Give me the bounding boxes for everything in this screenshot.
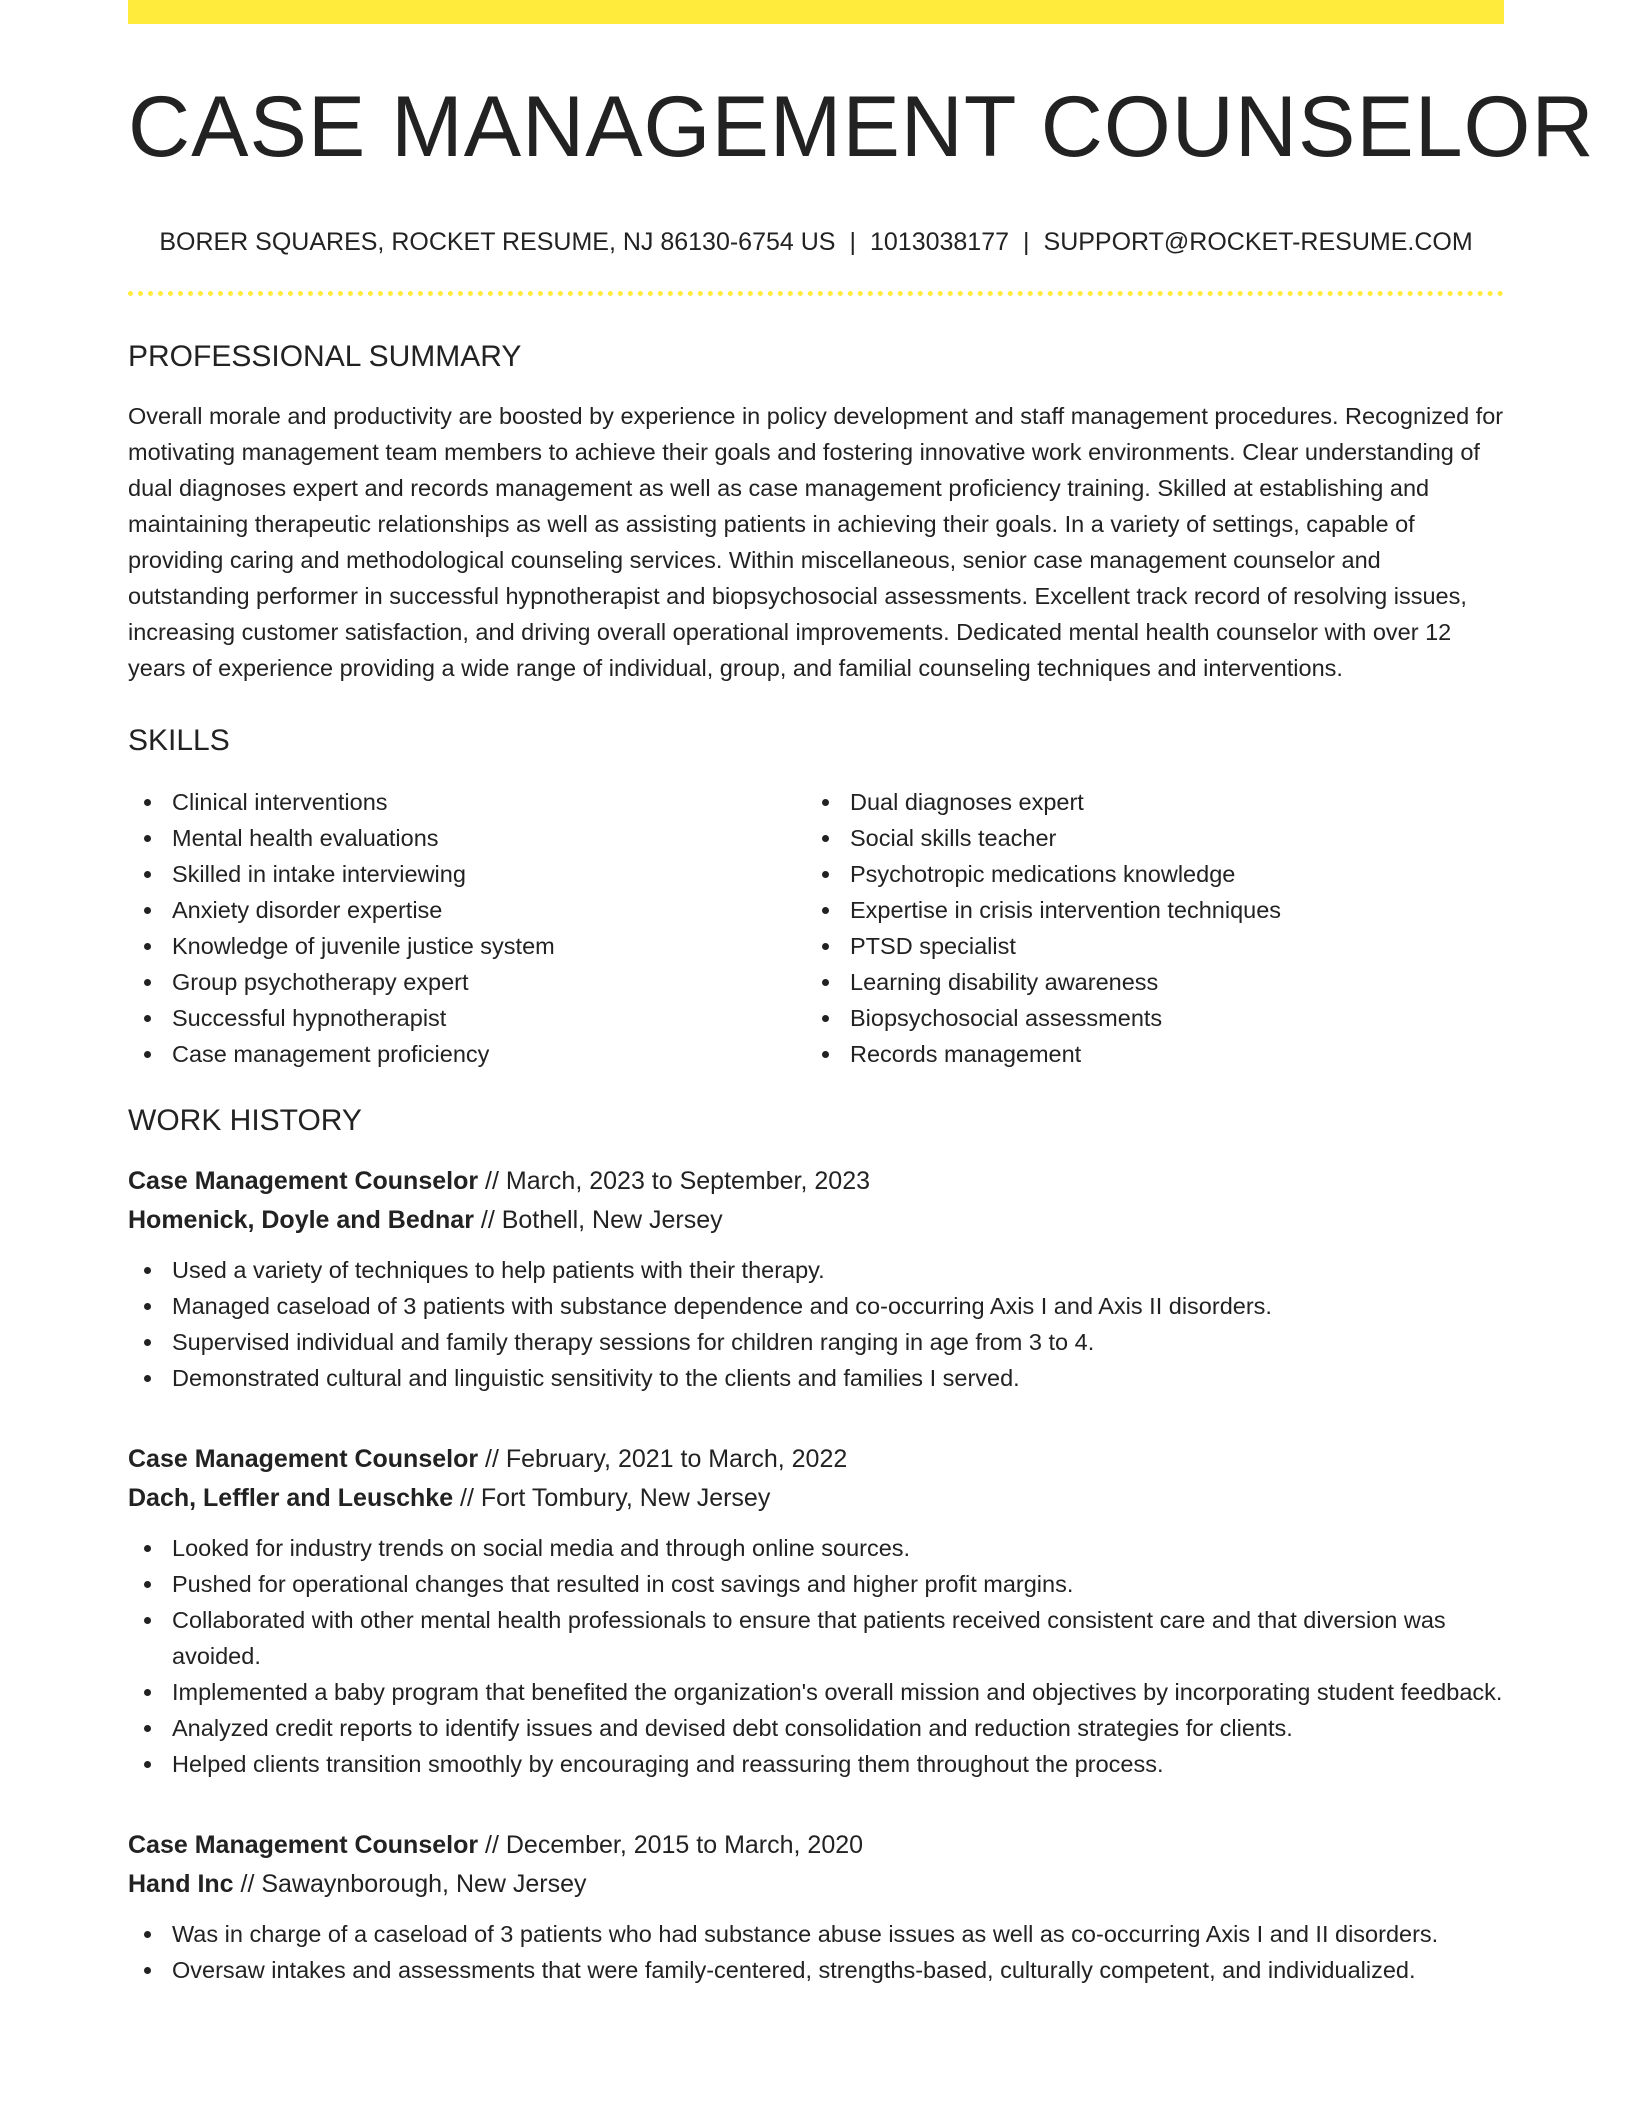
job-dates: // February, 2021 to March, 2022 — [478, 1445, 848, 1473]
job-bullet: Was in charge of a caseload of 3 patients who had substance abuse issues as well as co-occurring Axis I and II disorders. — [128, 1916, 1504, 1952]
contact-line — [128, 230, 1504, 255]
job-dates: // March, 2023 to September, 2023 — [478, 1167, 871, 1195]
contact-address: BORER SQUARES, ROCKET RESUME, NJ 86130-6754 US — [159, 228, 836, 256]
skill-item: Dual diagnoses expert — [806, 784, 1484, 820]
job-entry — [128, 1826, 1504, 1988]
job-bullet: Managed caseload of 3 patients with substance dependence and co-occurring Axis I and Axis II disorders. — [128, 1288, 1504, 1324]
job-dates: // December, 2015 to March, 2020 — [478, 1831, 864, 1859]
summary-paragraph: Overall morale and productivity are boosted by experience in policy development and staff management procedures. Recognized for motivating management team members to achieve their goals and fostering innovative work environments. Clear understanding of dual diagnoses expert and records management as well as case management proficiency training. Skilled at establishing and maintaining therapeutic relationships as well as assisting patients in achieving their goals. In a variety of settings, capable of providing caring and methodological counseling services. Within miscellaneous, senior case management counselor and outstanding performer in successful hypnotherapist and biopsychosocial assessments. Excellent track record of resolving issues, increasing customer satisfaction, and driving overall operational improvements. Dedicated mental health counselor with over 12 years of experience providing a wide range of individual, group, and familial counseling techniques and interventions. — [128, 403, 1504, 681]
job-company-line — [128, 1201, 1504, 1240]
job-bullet: Demonstrated cultural and linguistic sensitivity to the clients and families I served. — [128, 1360, 1504, 1396]
contact-separator: | — [1023, 228, 1030, 256]
skill-item: Learning disability awareness — [806, 964, 1484, 1000]
skill-item: Biopsychosocial assessments — [806, 1000, 1484, 1036]
job-location: // Bothell, New Jersey — [473, 1206, 723, 1234]
skills-heading: SKILLS — [128, 724, 230, 757]
job-company-line — [128, 1865, 1504, 1904]
skill-item: Skilled in intake interviewing — [128, 856, 806, 892]
summary-heading: PROFESSIONAL SUMMARY — [128, 340, 522, 373]
skill-item: Successful hypnotherapist — [128, 1000, 806, 1036]
job-company-line — [128, 1479, 1504, 1518]
job-bullet: Helped clients transition smoothly by encouraging and reassuring them throughout the process. — [128, 1746, 1504, 1782]
job-bullet: Looked for industry trends on social media and through online sources. — [128, 1530, 1504, 1566]
skill-item: Mental health evaluations — [128, 820, 806, 856]
resume-page — [128, 0, 1595, 1988]
contact-separator: | — [849, 228, 856, 256]
skill-item: Social skills teacher — [806, 820, 1484, 856]
job-role-line — [128, 1162, 1504, 1201]
job-bullet: Pushed for operational changes that resulted in cost savings and higher profit margins. — [128, 1566, 1504, 1602]
job-location: // Sawaynborough, New Jersey — [233, 1870, 587, 1898]
job-bullets — [128, 1252, 1504, 1396]
work-history-heading: WORK HISTORY — [128, 1104, 362, 1137]
skills-column-left — [128, 784, 806, 1072]
job-bullet: Used a variety of techniques to help patients with their therapy. — [128, 1252, 1504, 1288]
top-accent-bar — [128, 0, 1504, 24]
job-bullets — [128, 1916, 1504, 1988]
candidate-title: CASE MANAGEMENT COUNSELOR — [128, 79, 1595, 175]
job-bullet: Oversaw intakes and assessments that were family-centered, strengths-based, culturally competent, and individualized. — [128, 1952, 1504, 1988]
job-bullets — [128, 1530, 1504, 1782]
job-company: Dach, Leffler and Leuschke — [128, 1484, 454, 1512]
job-location: // Fort Tombury, New Jersey — [453, 1484, 771, 1512]
skill-item: Expertise in crisis intervention techniques — [806, 892, 1484, 928]
skill-item: Anxiety disorder expertise — [128, 892, 806, 928]
dotted-divider — [128, 291, 1504, 296]
job-role: Case Management Counselor — [128, 1445, 479, 1473]
skills-column-right — [806, 784, 1484, 1072]
job-role-line — [128, 1440, 1504, 1479]
job-bullet: Implemented a baby program that benefited the organization's overall mission and objectives by incorporating student feedback. — [128, 1674, 1504, 1710]
job-company: Homenick, Doyle and Bednar — [128, 1206, 474, 1234]
job-bullet: Supervised individual and family therapy sessions for children ranging in age from 3 to 4. — [128, 1324, 1504, 1360]
skill-item: PTSD specialist — [806, 928, 1484, 964]
contact-email: SUPPORT@ROCKET-RESUME.COM — [1043, 228, 1473, 256]
job-role: Case Management Counselor — [128, 1167, 479, 1195]
skills-list — [128, 784, 1504, 1072]
job-company: Hand Inc — [128, 1870, 234, 1898]
job-entry — [128, 1162, 1504, 1396]
job-bullet: Analyzed credit reports to identify issues and devised debt consolidation and reduction strategies for clients. — [128, 1710, 1504, 1746]
skill-item: Psychotropic medications knowledge — [806, 856, 1484, 892]
job-role: Case Management Counselor — [128, 1831, 479, 1859]
job-role-line — [128, 1826, 1504, 1865]
skill-item: Group psychotherapy expert — [128, 964, 806, 1000]
skill-item: Case management proficiency — [128, 1036, 806, 1072]
job-bullet: Collaborated with other mental health professionals to ensure that patients received consistent care and that diversion was avoided. — [128, 1602, 1504, 1674]
job-entry — [128, 1440, 1504, 1782]
skill-item: Knowledge of juvenile justice system — [128, 928, 806, 964]
skill-item: Records management — [806, 1036, 1484, 1072]
skill-item: Clinical interventions — [128, 784, 806, 820]
contact-phone: 1013038177 — [869, 228, 1010, 256]
